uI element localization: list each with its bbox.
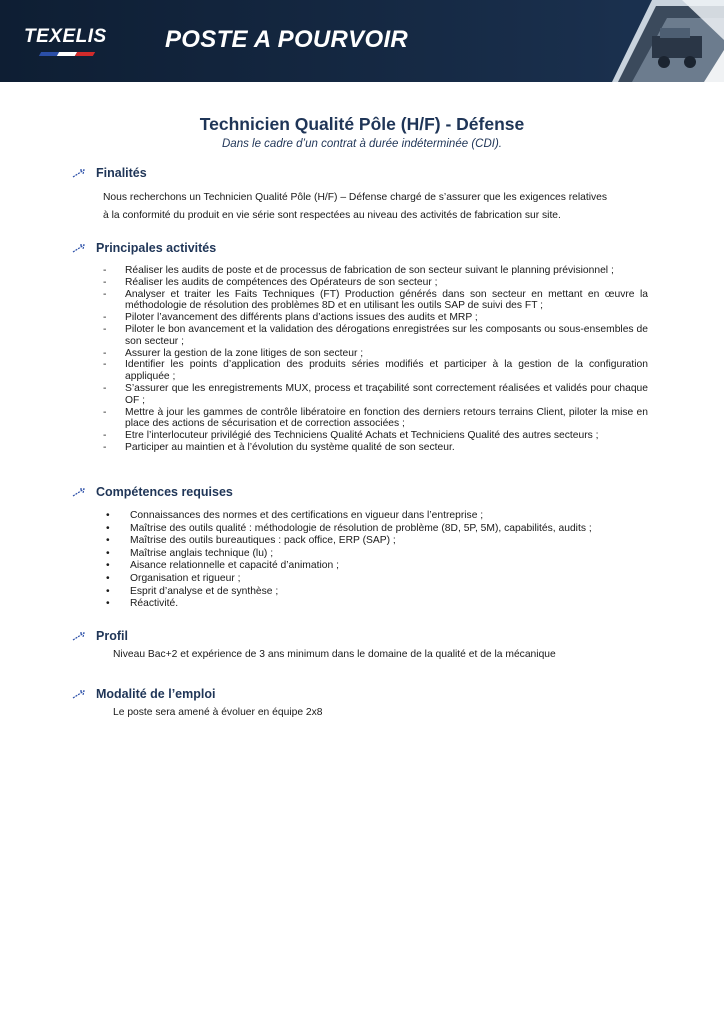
arrow-icon — [72, 689, 88, 699]
list-item — [103, 407, 648, 431]
list-item-text: Maîtrise des outils bureautiques : pack office, ERP (SAP) ; — [130, 535, 396, 547]
list-item — [106, 535, 651, 548]
list-item-text: Piloter l’avancement des différents plans d’actions issues des audits et MRP ; — [125, 312, 478, 324]
list-item-text: Maîtrise des outils qualité : méthodologie de résolution de problème (8D, 5P, 5M), capabilités, audits ; — [130, 522, 592, 534]
list-item — [106, 586, 651, 599]
arrow-icon — [72, 631, 88, 641]
list-item — [103, 324, 648, 348]
list-item-text: Aisance relationnelle et capacité d’animation ; — [130, 560, 339, 572]
list-item-text: Analyser et traiter les Faits Techniques (FT) Production générés dans son secteur en mettant en œuvre la méthodologie de résolution des problèmes 8D et en utilisant les outils SAP de suivi des FT ; — [125, 288, 648, 312]
list-marker: • — [106, 598, 110, 610]
arrow-icon — [72, 243, 88, 253]
activites-list — [103, 265, 648, 454]
modalite-text: Le poste sera amené à évoluer en équipe 2x8 — [113, 707, 323, 718]
list-item-text: Participer au maintien et à l’évolution du système qualité de son secteur. — [125, 441, 455, 453]
list-marker: - — [103, 288, 107, 300]
list-item-text: Assurer la gestion de la zone litiges de son secteur ; — [125, 347, 364, 359]
contract-type: Dans le cadre d’un contrat à durée indéterminée (CDI). — [222, 138, 502, 150]
list-marker: - — [103, 276, 107, 288]
list-marker: - — [103, 430, 107, 442]
finalites-text: Nous recherchons un Technicien Qualité Pôle (H/F) – Défense chargé de s’assurer que les exigences relatives à la conformité du produit en vie série sont respectées au niveau des activités de fabrication sur site. — [103, 192, 608, 221]
list-item-text: Réactivité. — [130, 598, 179, 610]
list-item — [106, 598, 651, 611]
list-marker: - — [103, 265, 107, 276]
list-item — [106, 523, 651, 536]
list-item-text: Etre l’interlocuteur privilégié des Techniciens Qualité Achats et Techniciens Qualité des autres secteurs ; — [125, 430, 599, 442]
section-heading-finalites: Finalités — [72, 166, 147, 180]
list-item-text: Connaissances des normes et des certifications en vigueur dans l’entreprise ; — [130, 510, 484, 521]
list-item-text: Mettre à jour les gammes de contrôle libératoire en fonction des derniers retours terrains Client, piloter la mise en place des actions de sécurisation et de correction associées ; — [125, 406, 648, 430]
list-item-text: Piloter le bon avancement et la validation des dérogations enregistrées sur les composants ou sous-ensembles de son secteur ; — [125, 323, 648, 347]
list-marker: • — [106, 510, 110, 521]
list-item — [103, 265, 648, 277]
section-heading-modalite: Modalité de l’emploi — [72, 687, 215, 701]
company-logo: TEXELIS — [24, 26, 107, 47]
list-marker: • — [106, 560, 110, 572]
job-title: Technicien Qualité Pôle (H/F) - Défense — [199, 114, 525, 134]
list-item-text: S’assurer que les enregistrements MUX, process et traçabilité sont correctement réalisées et validés pour chaque OF ; — [125, 382, 648, 406]
list-item — [106, 560, 651, 573]
list-marker: - — [103, 359, 107, 371]
list-item — [106, 548, 651, 561]
list-marker: • — [106, 522, 110, 534]
list-marker: • — [106, 572, 110, 584]
list-item — [103, 359, 648, 383]
list-item — [103, 442, 648, 454]
list-item-text: Réaliser les audits de compétences des Opérateurs de son secteur ; — [125, 276, 438, 288]
arrow-icon — [72, 168, 88, 178]
list-marker: - — [103, 382, 107, 394]
list-item — [103, 312, 648, 324]
list-item — [103, 289, 648, 313]
logo-flag-stripes — [40, 52, 96, 58]
header-vehicle-illustration — [612, 0, 724, 82]
list-marker: - — [103, 347, 107, 359]
list-item — [106, 573, 651, 586]
profil-text: Niveau Bac+2 et expérience de 3 ans minimum dans le domaine de la qualité et de la mécanique — [113, 649, 556, 660]
list-item-text: Réaliser les audits de poste et de processus de fabrication de son secteur suivant le planning prévisionnel ; — [125, 265, 614, 276]
section-heading-profil: Profil — [72, 629, 128, 643]
list-item-text: Identifier les points d’application des produits séries modifiés et participer à la gestion de la configuration appliquée ; — [125, 359, 648, 383]
list-item-text: Maîtrise anglais technique (lu) ; — [130, 547, 274, 559]
list-marker: - — [103, 441, 107, 453]
list-item — [103, 430, 648, 442]
list-marker: - — [103, 323, 107, 335]
list-item — [106, 510, 651, 523]
list-item-text: Organisation et rigueur ; — [130, 572, 241, 584]
list-item — [103, 348, 648, 360]
section-heading-activites: Principales activités — [72, 241, 216, 255]
section-heading-competences: Compétences requises — [72, 485, 233, 499]
list-marker: • — [106, 585, 110, 597]
list-marker: - — [103, 312, 107, 324]
header-title: POSTE A POURVOIR — [165, 26, 409, 53]
list-item — [103, 277, 648, 289]
list-item-text: Esprit d’analyse et de synthèse ; — [130, 585, 279, 597]
list-item — [103, 383, 648, 407]
page-header — [0, 0, 724, 82]
list-marker: • — [106, 535, 110, 547]
arrow-icon — [72, 487, 88, 497]
list-marker: - — [103, 406, 107, 418]
list-marker: • — [106, 547, 110, 559]
competences-list — [106, 510, 651, 611]
